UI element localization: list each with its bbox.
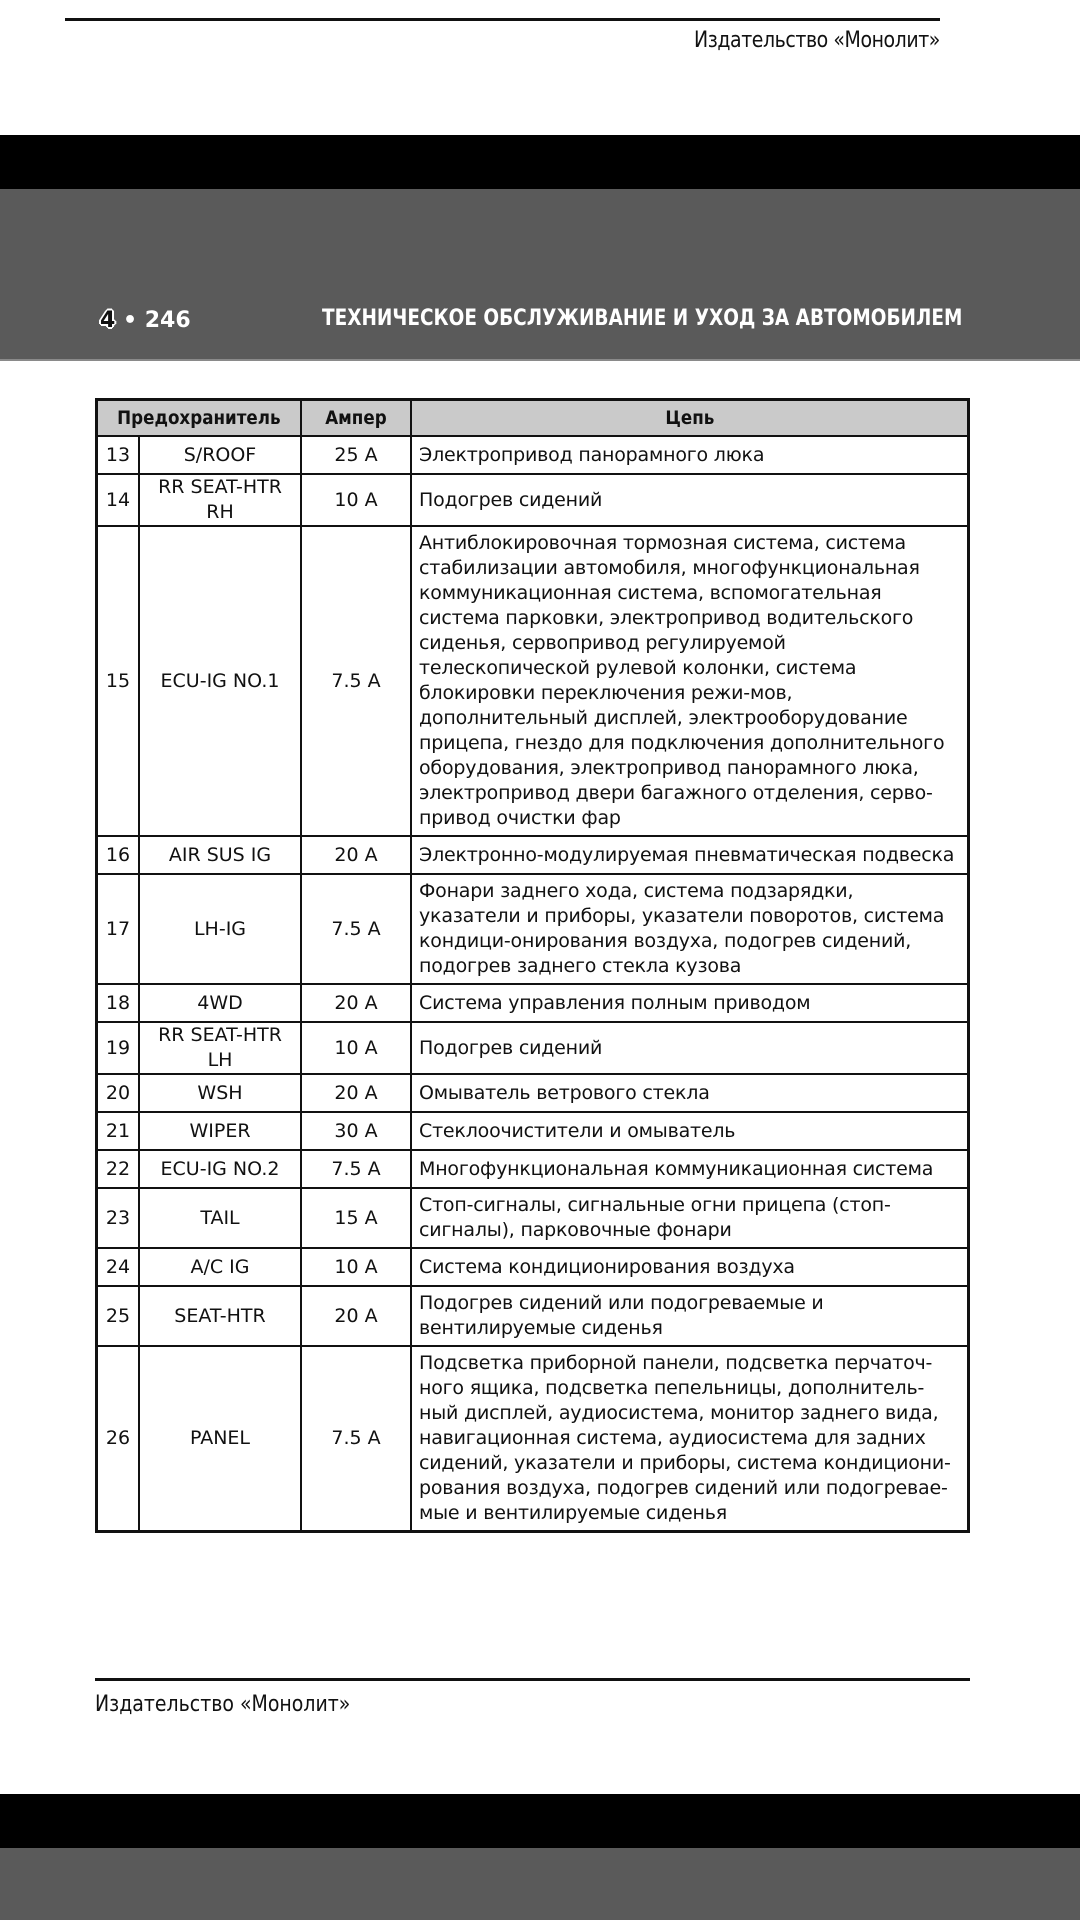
previous-page-bottom	[0, 0, 1080, 136]
table-row	[97, 1074, 969, 1112]
fuse-number: 13	[97, 436, 140, 474]
chapter-number: 4	[100, 308, 116, 333]
table-row	[97, 526, 969, 836]
fuse-name: TAIL	[139, 1188, 301, 1248]
fuse-number: 21	[97, 1112, 140, 1150]
column-header-circuit: Цепь	[411, 400, 969, 437]
table-row	[97, 1112, 969, 1150]
fuse-number: 14	[97, 474, 140, 526]
fuse-amperage: 7.5 A	[301, 874, 411, 984]
fuse-circuit: Подогрев сидений или подогреваемые и вентилируемые сиденья	[411, 1286, 969, 1346]
footer-publisher: Издательство «Монолит»	[95, 1692, 351, 1717]
fuse-amperage: 7.5 A	[301, 1346, 411, 1532]
fuse-amperage: 7.5 A	[301, 1150, 411, 1188]
column-header-fuse: Предохранитель	[97, 400, 302, 437]
fuse-circuit: Система управления полным приводом	[411, 984, 969, 1022]
fuse-name: A/C IG	[139, 1248, 301, 1286]
fuse-circuit: Омыватель ветрового стекла	[411, 1074, 969, 1112]
fuse-circuit: Электронно-модулируемая пневматическая подвеска	[411, 836, 969, 874]
fuse-number: 24	[97, 1248, 140, 1286]
chapter-title: ТЕХНИЧЕСКОЕ ОБСЛУЖИВАНИЕ И УХОД ЗА АВТОМОБИЛЕМ	[321, 306, 962, 331]
fuse-circuit: Фонари заднего хода, система подзарядки, указатели и приборы, указатели поворотов, система кондици-онирования воздуха, подогрев сидений, подогрев заднего стекла кузова	[411, 874, 969, 984]
fuse-name: 4WD	[139, 984, 301, 1022]
fuse-number: 20	[97, 1074, 140, 1112]
fuse-number: 23	[97, 1188, 140, 1248]
separator-dot: •	[122, 308, 138, 333]
footer-rule	[95, 1678, 970, 1681]
fuse-circuit: Подогрев сидений	[411, 1022, 969, 1074]
fuse-circuit: Электропривод панорамного люка	[411, 436, 969, 474]
fuse-name: ECU-IG NO.1	[139, 526, 301, 836]
table-row	[97, 836, 969, 874]
fuse-number: 19	[97, 1022, 140, 1074]
fuse-number: 17	[97, 874, 140, 984]
fuse-name: LH-IG	[139, 874, 301, 984]
fuse-amperage: 10 A	[301, 1022, 411, 1074]
fuse-circuit: Подсветка приборной панели, подсветка перчаточ-ного ящика, подсветка пепельницы, дополнитель-ный дисплей, аудиосистема, монитор заднего вида, навигационная система, аудиосистема для задних сидений, указатели и приборы, система кондициони-рования воздуха, подогрев сидений или подогревае-мые и вентилируемые сиденья	[411, 1346, 969, 1532]
fuse-number: 22	[97, 1150, 140, 1188]
table-row	[97, 474, 969, 526]
fuse-table	[95, 398, 970, 1533]
fuse-circuit: Система кондиционирования воздуха	[411, 1248, 969, 1286]
fuse-amperage: 10 A	[301, 474, 411, 526]
top-rule	[65, 18, 940, 21]
fuse-name: ECU-IG NO.2	[139, 1150, 301, 1188]
fuse-amperage: 30 A	[301, 1112, 411, 1150]
fuse-name: S/ROOF	[139, 436, 301, 474]
table-header-row	[97, 400, 969, 437]
fuse-amperage: 7.5 A	[301, 526, 411, 836]
previous-page-publisher: Издательство «Монолит»	[694, 28, 940, 53]
fuse-circuit: Антиблокировочная тормозная система, система стабилизации автомобиля, многофункциональная коммуникационная система, вспомогательная система парковки, электропривод водительского сиденья, сервопривод регулируемой телескопической рулевой колонки, система блокировки переключения режи-мов, дополнительный дисплей, электрооборудование прицепа, гнездо для подключения дополнительного оборудования, электропривод панорамного люка, электропривод двери багажного отделения, серво-привод очистки фар	[411, 526, 969, 836]
table-row	[97, 1248, 969, 1286]
fuse-name: SEAT-HTR	[139, 1286, 301, 1346]
fuse-number: 25	[97, 1286, 140, 1346]
fuse-amperage: 20 A	[301, 984, 411, 1022]
fuse-name: RR SEAT-HTR LH	[139, 1022, 301, 1074]
fuse-amperage: 20 A	[301, 1074, 411, 1112]
table-row	[97, 1286, 969, 1346]
fuse-name: PANEL	[139, 1346, 301, 1532]
table-row	[97, 1346, 969, 1532]
fuse-amperage: 20 A	[301, 1286, 411, 1346]
page-number-value: 246	[144, 308, 191, 333]
table-row	[97, 1022, 969, 1074]
fuse-name: WSH	[139, 1074, 301, 1112]
fuse-circuit: Стоп-сигналы, сигнальные огни прицепа (стоп-сигналы), парковочные фонари	[411, 1188, 969, 1248]
fuse-name: RR SEAT-HTR RH	[139, 474, 301, 526]
fuse-number: 15	[97, 526, 140, 836]
fuse-number: 16	[97, 836, 140, 874]
table-row	[97, 436, 969, 474]
fuse-number: 18	[97, 984, 140, 1022]
table-row	[97, 984, 969, 1022]
fuse-amperage: 25 A	[301, 436, 411, 474]
fuse-amperage: 10 A	[301, 1248, 411, 1286]
table-row	[97, 1188, 969, 1248]
fuse-name: AIR SUS IG	[139, 836, 301, 874]
fuse-amperage: 20 A	[301, 836, 411, 874]
page-gap-bottom	[0, 1794, 1080, 1848]
table-row	[97, 1150, 969, 1188]
fuse-circuit: Многофункциональная коммуникационная система	[411, 1150, 969, 1188]
chapter-header-band	[0, 189, 1080, 361]
table-row	[97, 874, 969, 984]
next-page-header-band	[0, 1848, 1080, 1920]
column-header-amp: Ампер	[301, 400, 411, 437]
fuse-circuit: Подогрев сидений	[411, 474, 969, 526]
fuse-amperage: 15 A	[301, 1188, 411, 1248]
page-gap-top	[0, 135, 1080, 189]
fuse-number: 26	[97, 1346, 140, 1532]
fuse-circuit: Стеклоочистители и омыватель	[411, 1112, 969, 1150]
page-number	[100, 308, 191, 333]
fuse-name: WIPER	[139, 1112, 301, 1150]
